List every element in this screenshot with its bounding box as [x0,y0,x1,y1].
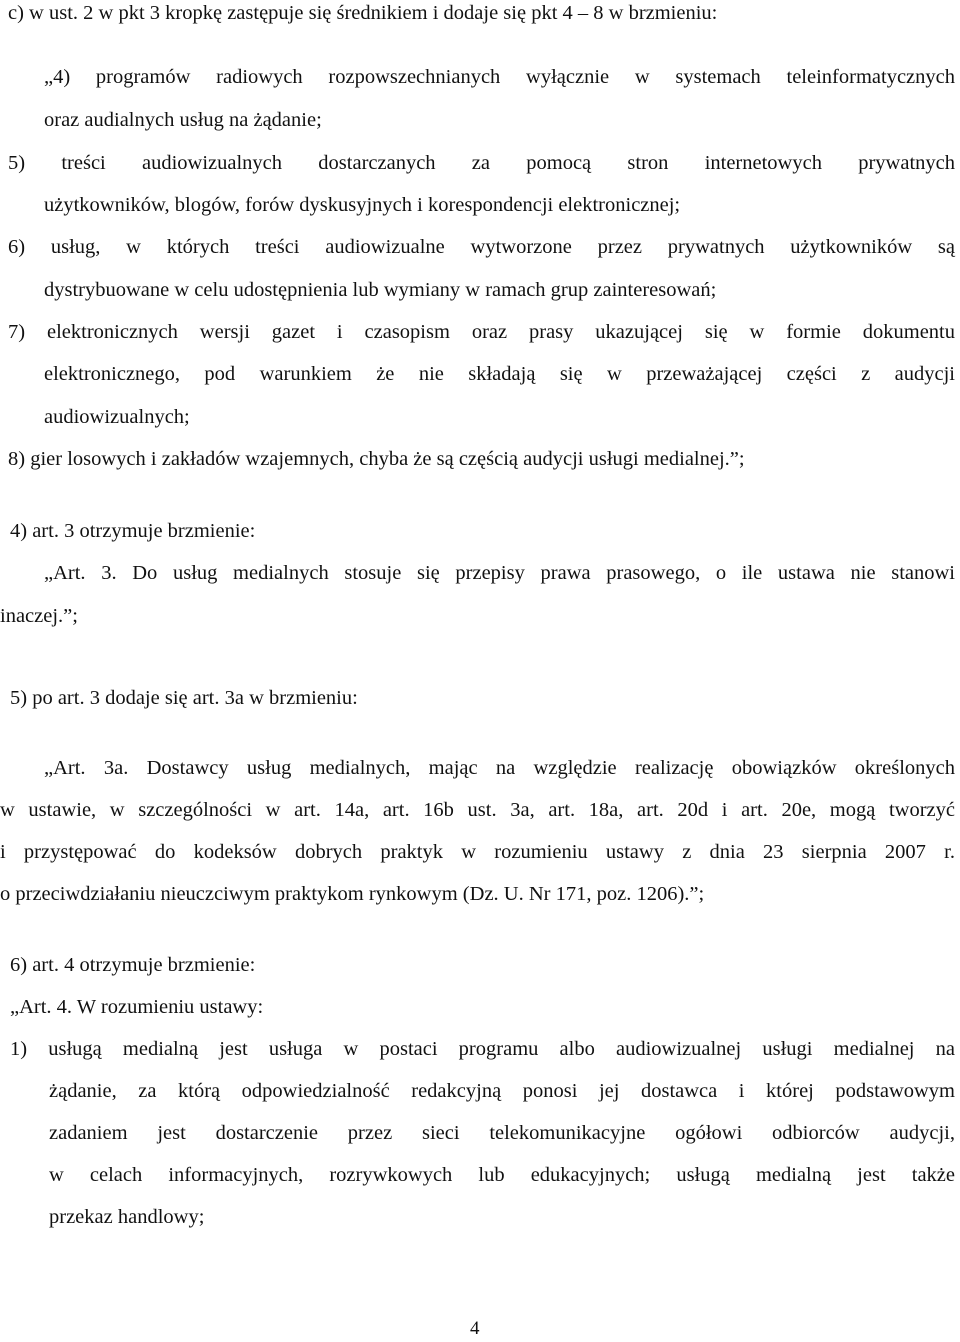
text-line: w celach informacyjnych, rozrywkowych lub edukacyjnych; usługą medialną jest także [49,1164,955,1186]
text-line: i przystępować do kodeksów dobrych praktyk w rozumieniu ustawy z dnia 23 sierpnia 2007 r. [0,841,955,863]
text-line: 6) art. 4 otrzymuje brzmienie: [10,954,256,976]
text-line: 4) art. 3 otrzymuje brzmienie: [10,520,256,542]
text-line: 5) po art. 3 dodaje się art. 3a w brzmieniu: [10,687,358,709]
text-line: „Art. 4. W rozumieniu ustawy: [10,996,264,1018]
text-line: 7) elektronicznych wersji gazet i czasopism oraz prasy ukazującej się w formie dokumentu [8,321,955,343]
text-line: w ustawie, w szczególności w art. 14a, art. 16b ust. 3a, art. 18a, art. 20d i art. 20e, mogą tworzyć [0,799,955,821]
text-line: 1) usługą medialną jest usługa w postaci programu albo audiowizualnej usługi medialnej na [10,1038,955,1060]
page-number: 4 [470,1318,480,1339]
text-line: dystrybuowane w celu udostępnienia lub wymiany w ramach grup zainteresowań; [44,279,717,301]
text-line: 5) treści audiowizualnych dostarczanych za pomocą stron internetowych prywatnych [8,152,955,174]
text-line: użytkowników, blogów, forów dyskusyjnych i korespondencji elektronicznej; [44,194,681,216]
text-line: 8) gier losowych i zakładów wzajemnych, chyba że są częścią audycji usługi medialnej.”; [8,448,745,470]
text-line: elektronicznego, pod warunkiem że nie składają się w przeważającej części z audycji [44,363,955,385]
text-line: żądanie, za którą odpowiedzialność redakcyjną ponosi jej dostawca i której podstawowym [49,1080,955,1102]
text-line: 6) usług, w których treści audiowizualne wytworzone przez prywatnych użytkowników są [8,236,955,258]
text-line: „Art. 3. Do usług medialnych stosuje się przepisy prawa prasowego, o ile ustawa nie stanowi [44,562,955,584]
text-line: c) w ust. 2 w pkt 3 kropkę zastępuje się średnikiem i dodaje się pkt 4 – 8 w brzmieniu: [8,2,718,24]
text-line: przekaz handlowy; [49,1206,205,1228]
text-line: zadaniem jest dostarczenie przez sieci telekomunikacyjne ogółowi odbiorców audycji, [49,1122,955,1144]
text-line: inaczej.”; [0,605,78,627]
text-line: „4) programów radiowych rozpowszechnianych wyłącznie w systemach teleinformatycznych [44,66,955,88]
text-line: „Art. 3a. Dostawcy usług medialnych, mając na względzie realizację obowiązków określonych [44,757,955,779]
text-line: audiowizualnych; [44,406,190,428]
text-line: oraz audialnych usług na żądanie; [44,109,322,131]
text-line: o przeciwdziałaniu nieuczciwym praktykom rynkowym (Dz. U. Nr 171, poz. 1206).”; [0,883,705,905]
